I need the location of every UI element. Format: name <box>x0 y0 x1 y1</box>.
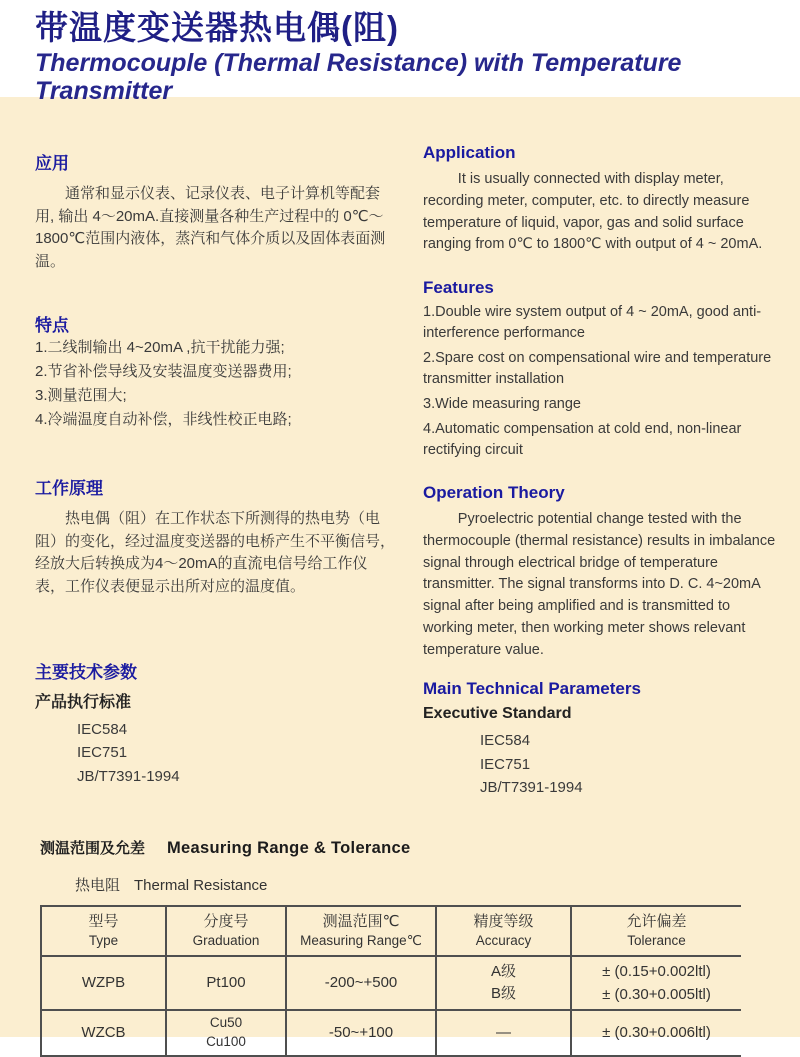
features-list-en <box>423 302 776 461</box>
standard-entry: IEC584 <box>77 721 128 738</box>
cell-graduation <box>166 956 286 1010</box>
table-header-row <box>41 906 741 956</box>
thermal-resistance-subheading <box>75 874 800 895</box>
column-header-en: Accuracy <box>475 933 532 949</box>
cell-accuracy <box>436 1010 571 1056</box>
section-heading-application-zh: 应用 <box>35 154 69 173</box>
standard-entry: IEC751 <box>77 744 128 762</box>
cell-type <box>41 1010 166 1056</box>
feature-item: 4.冷端温度自动补偿，非线性校正电路; <box>35 411 292 428</box>
feature-item: 2.节省补偿导线及安装温度变送器费用; <box>35 363 292 380</box>
column-header-zh: 允许偏差 <box>626 913 687 931</box>
column-header-tolerance <box>571 906 741 956</box>
column-header-accuracy <box>436 906 571 956</box>
feature-item: 4.Automatic compensation at cold end, non-linear rectifying circuit <box>423 421 742 459</box>
tolerance-value: ± (0.30+0.005ltl) <box>602 986 711 1004</box>
column-header-zh: 测温范围℃ <box>322 913 400 931</box>
cell-tolerance <box>571 1010 741 1056</box>
standard-entry: JB/T7391-1994 <box>77 767 180 785</box>
section-heading-application-en: Application <box>423 143 516 162</box>
cell-type <box>41 956 166 1010</box>
column-header-zh: 分度号 <box>203 913 249 931</box>
table-row-wzpb <box>41 956 741 1010</box>
type-value: WZCB <box>81 1024 126 1042</box>
accuracy-value: — <box>496 1024 511 1042</box>
tolerance-value: ± (0.15+0.002ltl) <box>602 962 711 980</box>
cell-accuracy <box>436 956 571 1010</box>
column-english <box>423 97 776 799</box>
application-body-en: It is usually connected with display meter, recording meter, computer, etc. to directly measure temperature of liquid, vapor, gas and solid surface ranging from 0℃ to 1800℃ with output of 4 ~ 20mA. <box>423 171 763 253</box>
thermal-resistance-label-en: Thermal Resistance <box>134 877 268 895</box>
measuring-range-heading-zh: 测温范围及允差 <box>40 840 146 858</box>
section-heading-features-en: Features <box>423 278 494 297</box>
accuracy-value: A级 <box>490 963 516 981</box>
cell-tolerance <box>571 956 741 1010</box>
cell-range <box>286 956 436 1010</box>
tolerance-value: ± (0.30+0.006ltl) <box>602 1024 711 1042</box>
column-header-en: Measuring Range℃ <box>300 933 422 949</box>
standards-list-zh <box>77 718 397 788</box>
standard-entry: JB/T7391-1994 <box>480 778 583 796</box>
standard-entry: IEC751 <box>480 755 531 773</box>
column-header-en: Type <box>88 933 119 949</box>
feature-item: 1.Double wire system output of 4 ~ 20mA, good anti-interference performance <box>423 304 762 342</box>
section-heading-theory-zh: 工作原理 <box>35 479 103 498</box>
range-value: -200~+500 <box>324 974 398 992</box>
masthead <box>0 0 800 106</box>
executive-standard-label-zh: 产品执行标准 <box>35 694 132 711</box>
graduation-value: Pt100 <box>206 974 246 992</box>
section-heading-features-zh: 特点 <box>35 316 69 335</box>
spec-table <box>40 905 741 1057</box>
feature-item: 3.测量范围大; <box>35 387 127 404</box>
column-header-zh: 精度等级 <box>473 913 534 931</box>
column-header-graduation <box>166 906 286 956</box>
feature-item: 1.二线制输出 4~20mA ,抗干扰能力强; <box>35 339 285 356</box>
type-value: WZPB <box>81 974 126 992</box>
two-column-body <box>0 97 800 799</box>
theory-body-en: Pyroelectric potential change tested with the thermocouple (thermal resistance) results in imbalance signal through electrical bridge of temperature transmitter. The signal transforms into D. C. 4~20mA signal after being amplified and is transmitted to working meter, then working meter shows relevant temperature value. <box>423 511 776 658</box>
graduation-value: Cu100 <box>206 1034 246 1050</box>
column-chinese <box>35 97 397 799</box>
column-header-measuring-range <box>286 906 436 956</box>
theory-body-zh: 热电偶（阻）在工作状态下所测得的热电势（电阻）的变化，经过温度变送器的电桥产生不平衡信号，经放大后转换成为4～20mA的直流电信号给工作仪表，工作仪表便显示出所对应的温度值。 <box>35 510 396 595</box>
column-header-zh: 型号 <box>88 913 119 931</box>
cell-graduation <box>166 1010 286 1056</box>
thermal-resistance-label-zh: 热电阻 <box>75 877 121 895</box>
page-title-zh: 带温度变送器热电偶(阻) <box>35 9 399 46</box>
standard-entry: IEC584 <box>480 732 531 750</box>
feature-item: 2.Spare cost on compensational wire and temperature transmitter installation <box>423 350 772 388</box>
executive-standard-label-en: Executive Standard <box>423 705 572 723</box>
table-row-wzcb <box>41 1010 741 1056</box>
column-header-en: Graduation <box>192 933 260 949</box>
accuracy-value: B级 <box>490 985 516 1003</box>
section-heading-params-zh: 主要技术参数 <box>35 663 137 682</box>
measuring-range-heading-en: Measuring Range & Tolerance <box>167 839 411 858</box>
section-heading-params-en: Main Technical Parameters <box>423 679 641 699</box>
column-header-type <box>41 906 166 956</box>
feature-item: 3.Wide measuring range <box>423 396 581 413</box>
page-title-en: Thermocouple (Thermal Resistance) with Temperature Transmitter <box>35 48 682 106</box>
features-list-zh <box>35 336 397 432</box>
measuring-range-heading <box>40 837 800 858</box>
range-value: -50~+100 <box>328 1024 394 1042</box>
section-heading-theory-en: Operation Theory <box>423 483 565 503</box>
application-body-zh: 通常和显示仪表、记录仪表、电子计算机等配套用, 输出 4～20mA.直接测量各种生产过程中的 0℃～1800℃范围内液体，蒸汽和气体介质以及固体表面测温。 <box>35 185 386 270</box>
graduation-value: Cu50 <box>209 1015 243 1031</box>
standards-list-en <box>480 729 776 799</box>
column-header-en: Tolerance <box>627 933 686 949</box>
cell-range <box>286 1010 436 1056</box>
